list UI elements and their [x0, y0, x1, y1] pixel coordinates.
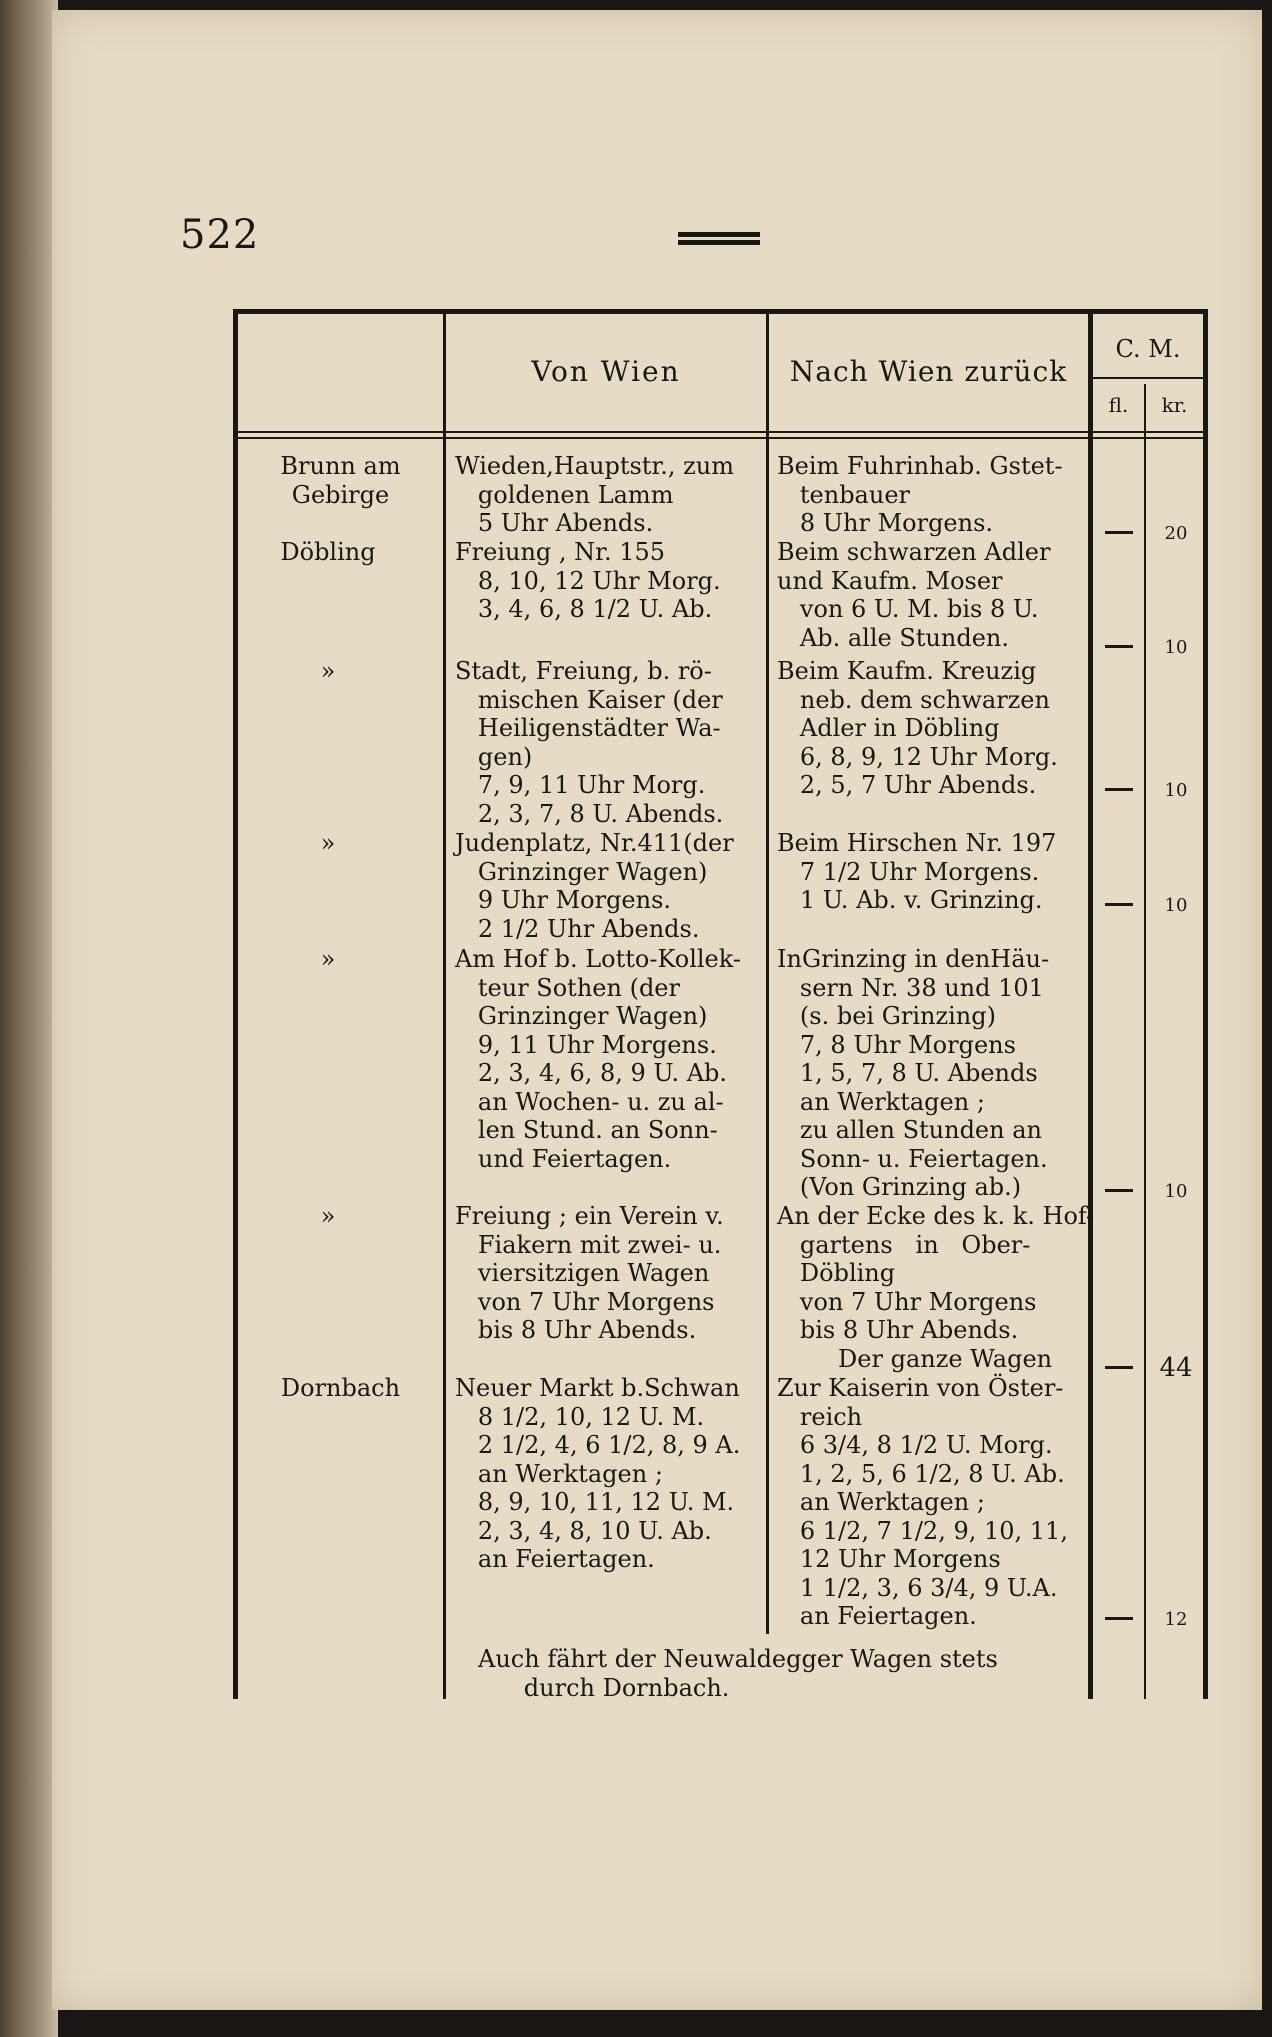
header-rule-1: [238, 431, 1203, 433]
row-kreuzer: 10: [1164, 780, 1188, 801]
footnote: Auch fährt der Neuwaldegger Wagen stets durch Dornbach.: [478, 1645, 998, 1702]
row-kreuzer: 10: [1164, 895, 1188, 916]
row-from: Neuer Markt b.Schwan 8 1/2, 10, 12 U. M. 2 1/2, 4, 6 1/2, 8, 9 A. an Werktagen ; 8, 9, 10, 11, 12 U. M. 2, 3, 4, 8, 10 U. Ab. an Feiertagen.: [455, 1374, 741, 1573]
row-to: Beim Kaufm. Kreuzig neb. dem schwarzen Adler in Döbling 6, 8, 9, 12 Uhr Morg. 2, 5, 7 Uhr Abends.: [777, 657, 1058, 799]
row-place: »: [320, 657, 336, 685]
header-from-vienna: Von Wien: [531, 355, 681, 388]
florin-dash: [1105, 645, 1133, 648]
column-rule-3: [1088, 314, 1093, 1699]
header-kreuzer: kr.: [1161, 393, 1188, 417]
header-rule-2: [238, 437, 1203, 439]
timetable: [233, 309, 1208, 1699]
row-kreuzer: 10: [1164, 637, 1188, 658]
column-rule-1: [443, 314, 446, 1699]
page-number: 522: [180, 212, 260, 258]
row-from: Wieden,Hauptstr., zum goldenen Lamm 5 Uhr Abends.: [455, 452, 735, 537]
florin-dash: [1105, 531, 1133, 534]
row-kreuzer: 10: [1164, 1181, 1188, 1202]
row-place: »: [320, 1202, 336, 1230]
column-rule-2: [766, 314, 769, 1634]
row-to: Zur Kaiserin von Öster- reich 6 3/4, 8 1/2 U. Morg. 1, 2, 5, 6 1/2, 8 U. Ab. an Werktagen ; 6 1/2, 7 1/2, 9, 10, 11, 12 Uhr Morgens 1 1/2, 3, 6 3/4, 9 U.A. an Feiertagen.: [777, 1374, 1068, 1630]
florin-dash: [1105, 903, 1133, 906]
florin-dash: [1105, 1366, 1133, 1369]
currency-header-rule: [1091, 377, 1203, 379]
row-from: Stadt, Freiung, b. rö- mischen Kaiser (der Heiligenstädter Wa- gen) 7, 9, 11 Uhr Morg. 2, 3, 7, 8 U. Abends.: [455, 657, 724, 828]
table-border-right: [1203, 309, 1208, 1699]
row-to: InGrinzing in denHäu- sern Nr. 38 und 101 (s. bei Grinzing) 7, 8 Uhr Morgens 1, 5, 7, 8 U. Abends an Werktagen ; zu allen Stunden an Sonn- u. Feiertagen. (Von Grinzing ab.): [777, 945, 1050, 1201]
row-place: Döbling: [280, 538, 376, 566]
row-kreuzer: 44: [1159, 1353, 1193, 1383]
row-to: Beim schwarzen Adler und Kaufm. Moser von 6 U. M. bis 8 U. Ab. alle Stunden.: [777, 538, 1051, 652]
row-from: Freiung ; ein Verein v. Fiakern mit zwei- u. viersitzigen Wagen von 7 Uhr Morgens bis 8 Uhr Abends.: [455, 1202, 724, 1344]
row-kreuzer: 20: [1164, 523, 1188, 544]
row-to: Beim Hirschen Nr. 197 7 1/2 Uhr Morgens. 1 U. Ab. v. Grinzing.: [777, 829, 1057, 914]
row-from: Freiung , Nr. 155 8, 10, 12 Uhr Morg. 3, 4, 6, 8 1/2 U. Ab.: [455, 538, 721, 623]
header-currency: C. M.: [1115, 335, 1181, 363]
florin-dash: [1105, 1617, 1133, 1620]
row-from: Judenplatz, Nr.411(der Grinzinger Wagen) 9 Uhr Morgens. 2 1/2 Uhr Abends.: [455, 829, 734, 943]
florin-dash: [1105, 788, 1133, 791]
row-to: An der Ecke des k. k. Hof- gartens in Ober- Döbling von 7 Uhr Morgens bis 8 Uhr Abends. Der ganze Wagen: [777, 1202, 1095, 1373]
header-to-vienna: Nach Wien zurück: [789, 355, 1068, 388]
header-florin: fl.: [1108, 393, 1129, 417]
row-to: Beim Fuhrinhab. Gstet- tenbauer 8 Uhr Morgens.: [777, 452, 1063, 537]
table-border-left: [233, 309, 238, 1699]
row-from: Am Hof b. Lotto-Kollek- teur Sothen (der Grinzinger Wagen) 9, 11 Uhr Morgens. 2, 3, 4, 6, 8, 9 U. Ab. an Wochen- u. zu al- len Stund. an Sonn- und Feiertagen.: [455, 945, 741, 1173]
book-spine: [0, 0, 58, 2037]
florin-dash: [1105, 1189, 1133, 1192]
column-rule-4: [1144, 384, 1146, 1699]
table-border-top: [233, 309, 1208, 314]
row-place: Brunn am Gebirge: [280, 452, 401, 509]
header-ornament: [678, 232, 760, 244]
row-place: »: [320, 829, 336, 857]
row-place: Dornbach: [280, 1374, 401, 1402]
row-place: »: [320, 945, 336, 973]
row-kreuzer: 12: [1164, 1609, 1188, 1630]
